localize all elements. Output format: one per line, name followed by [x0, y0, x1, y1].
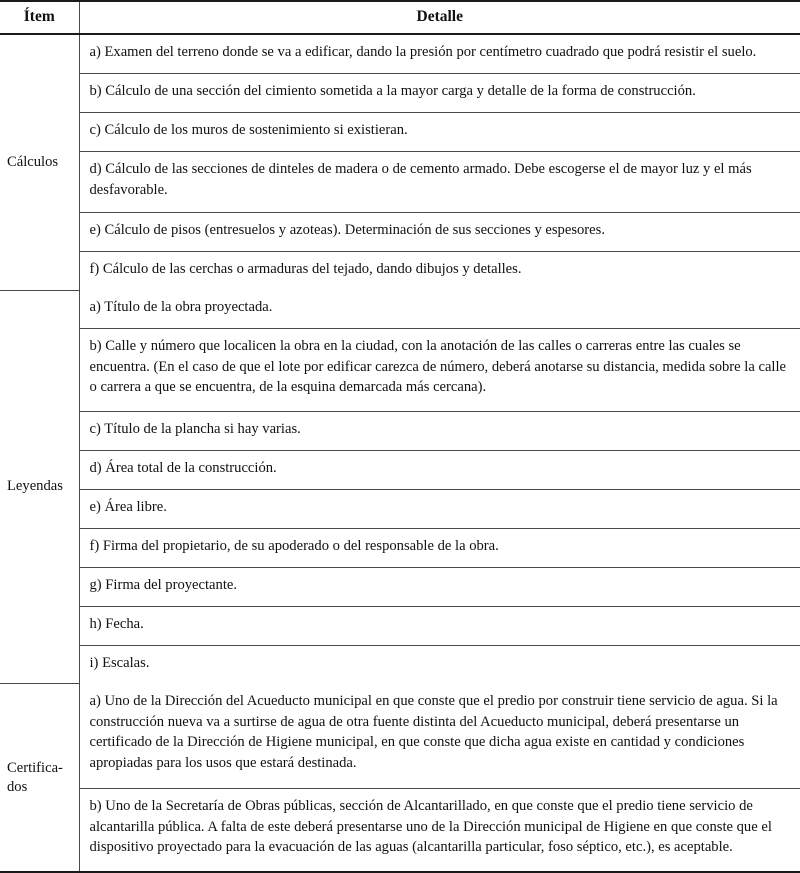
table-row [0, 252, 800, 290]
detail-cell: d) Área total de la construcción. [79, 450, 800, 489]
column-header-detail: Detalle [79, 1, 800, 34]
table-row [0, 489, 800, 528]
detail-cell: a) Examen del terreno donde se va a edificar, dando la presión por centímetro cuadrado que podrá resistir el suelo. [89, 44, 757, 60]
detail-cell: c) Título de la plancha si hay varias. [79, 411, 800, 450]
table-row [0, 213, 800, 252]
detail-cell: a) Título de la obra proyectada. [89, 299, 273, 315]
table-body [0, 34, 800, 872]
table-header [0, 1, 800, 34]
table-row [0, 645, 800, 683]
table-row [0, 152, 800, 213]
table-row [0, 34, 800, 74]
detail-cell: e) Área libre. [79, 489, 800, 528]
detail-cell: f) Cálculo de las cerchas o armaduras del tejado, dando dibujos y detalles. [79, 252, 800, 290]
table-header-row [0, 1, 800, 34]
detail-cell: e) Cálculo de pisos (entresuelos y azoteas). Determinación de sus secciones y espesores. [79, 213, 800, 252]
table-row [0, 328, 800, 411]
detail-cell: c) Cálculo de los muros de sostenimiento si existieran. [79, 113, 800, 152]
table-row [0, 567, 800, 606]
detail-cell: d) Cálculo de las secciones de dinteles de madera o de cemento armado. Debe escogerse el de mayor luz y el más desfavorable. [79, 152, 800, 213]
detail-cell: b) Uno de la Secretaría de Obras públicas, sección de Alcantarillado, en que conste que el predio tiene servicio de alcantarilla pública. A falta de este deberá presentarse uno de la Dirección municipal de Higiene en que conste que el dispositivo proyectado para la evacuación de las aguas (alcantarilla particular, foso séptico, etc.), es aceptable. [79, 788, 800, 872]
section-label-3: Certifica-dos [0, 684, 79, 872]
table-row [0, 450, 800, 489]
table-row [0, 113, 800, 152]
table-row [0, 606, 800, 645]
detail-cell: b) Cálculo de una sección del cimiento sometida a la mayor carga y detalle de la forma de construcción. [79, 74, 800, 113]
section-label-2: Leyendas [0, 290, 79, 684]
detail-cell: f) Firma del propietario, de su apoderado o del responsable de la obra. [79, 528, 800, 567]
table-row [0, 290, 800, 328]
table-row [0, 74, 800, 113]
detail-cell: g) Firma del proyectante. [79, 567, 800, 606]
section-label-1: Cálculos [0, 34, 79, 290]
table-row [0, 411, 800, 450]
column-header-item: Ítem [0, 1, 79, 34]
detail-cell: b) Calle y número que localicen la obra en la ciudad, con la anotación de las calles o carreras entre las cuales se encuentra. (En el caso de que el lote por edificar carezca de número, deberá anotarse su distancia, medida sobre la calle o carrera a que se encuentra, de la esquina demarcada más cercana). [79, 328, 800, 411]
detail-cell: a) Uno de la Dirección del Acueducto municipal en que conste que el predio por construir tiene servicio de agua. Si la construcción nueva va a surtirse de agua de otra fuente distinta del Acueducto municipal, deberá presentarse un certificado de la Dirección de Higiene municipal, en que conste que dicha agua existe en cantidad y condiciones apropiadas para los usos que estará destinada. [89, 692, 778, 772]
table-row [0, 788, 800, 872]
table-row [0, 684, 800, 788]
detail-cell: i) Escalas. [79, 645, 800, 683]
table-row [0, 528, 800, 567]
detail-cell: h) Fecha. [79, 606, 800, 645]
